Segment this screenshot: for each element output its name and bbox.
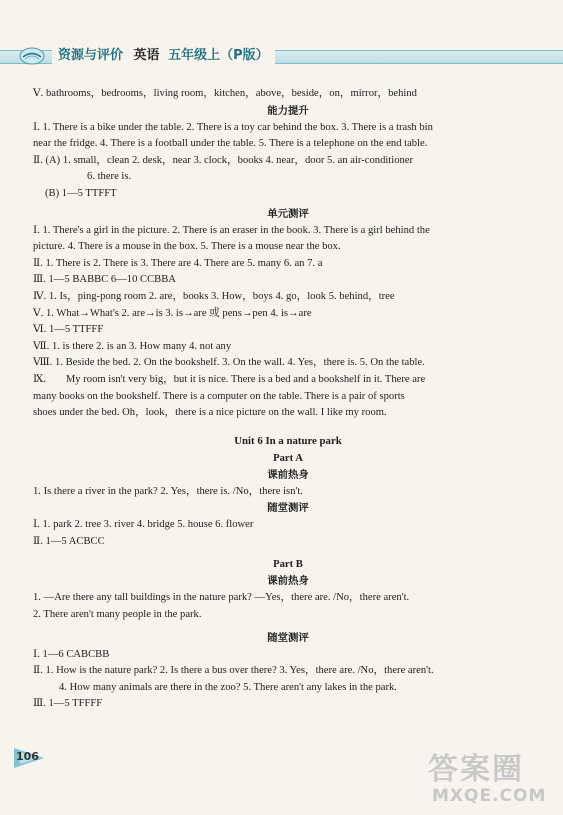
section-heading: 能力提升	[267, 104, 309, 117]
answer-line: Ⅰ. 1. There's a girl in the picture. 2. There is an eraser in the book. 3. There is a girl behind the	[33, 224, 430, 236]
unit-title: Unit 6 In a nature park	[234, 434, 342, 447]
answer-line: 6. there is.	[87, 171, 132, 183]
answer-line: Ⅱ. 1. How is the nature park? 2. Is there a bus over there? 3. Yes，there are. /No，there aren't.	[33, 665, 434, 677]
section-heading: 随堂测评	[267, 631, 309, 644]
part-title: Part B	[273, 559, 303, 571]
section-heading: 随堂测评	[267, 502, 309, 515]
page-number-badge	[14, 746, 52, 770]
answer-line: Ⅷ. 1. Beside the bed. 2. On the bookshelf. 3. On the wall. 4. Yes，there is. 5. On the table.	[33, 357, 425, 369]
page-number: 106	[16, 750, 39, 763]
answer-line: Ⅲ. 1—5 BABBC 6—10 CCBBA	[33, 274, 176, 286]
book-series-title: 资源与评价	[58, 48, 124, 63]
answer-content	[33, 86, 543, 713]
answer-line: picture. 4. There is a mouse in the box. 5. There is a mouse near the box.	[33, 241, 341, 253]
answer-line: many books on the bookshelf. There is a computer on the table. There is a pair of sports	[33, 390, 405, 402]
answer-line: shoes under the bed. Oh，look，there is a nice picture on the wall. I like my room.	[33, 407, 387, 419]
answer-line: 2. There aren't many people in the park.	[33, 609, 202, 621]
grade-label: 五年级上（P版）	[168, 48, 269, 63]
watermark-url: MXQE.COM	[432, 786, 547, 806]
watermark	[428, 744, 558, 810]
header-title	[52, 46, 275, 66]
answer-line: Ⅱ. 1. There is 2. There is 3. There are 4. There are 5. many 6. an 7. a	[33, 257, 323, 269]
answer-line: 1. —Are there any tall buildings in the nature park? —Yes，there are. /No，there aren't.	[33, 592, 410, 604]
answer-line: Ⅱ. (A) 1. small，clean 2. desk，near 3. clock，books 4. near，door 5. an air-conditioner	[33, 154, 414, 166]
answer-line: Ⅰ. 1—6 CABCBB	[33, 648, 110, 660]
section-heading: 课前热身	[267, 468, 309, 481]
watermark-logo-text: 答案圈	[428, 752, 524, 787]
answer-text: My room isn't very big，but it is nice. There is a bed and a bookshelf in it. There are	[65, 373, 426, 385]
answer-line: 4. How many animals are there in the zoo? 5. There aren't any lakes in the park.	[59, 681, 397, 693]
subject-label: 英语	[133, 48, 160, 63]
answer-line: Ⅲ. 1—5 TFFFF	[33, 698, 103, 710]
answer-line: Ⅵ. 1—5 TTFFF	[33, 324, 104, 336]
answer-line: Ⅰ. 1. There is a bike under the table. 2. There is a toy car behind the box. 3. There is a trash bin	[33, 121, 433, 133]
part-title: Part A	[273, 452, 303, 464]
answer-line: Ⅴ. 1. What→What's 2. are→is 3. is→are 或 pens→pen 4. is→are	[33, 307, 312, 319]
answer-line: Ⅴ. bathrooms，bedrooms，living room，kitchen，above，beside，on，mirror，behind	[33, 88, 417, 99]
answer-line: Ⅱ. 1—5 ACBCC	[33, 535, 105, 547]
question-number: Ⅸ.	[33, 373, 46, 385]
answer-line: Ⅳ. 1. Is，ping-pong room 2. are，books 3. How，boys 4. go，look 5. behind，tree	[33, 290, 395, 302]
answer-line: (B) 1—5 TTFFT	[45, 187, 117, 199]
answer-line: near the fridge. 4. There is a football under the table. 5. There is a telephone on the end table.	[33, 138, 428, 150]
answer-line: Ⅰ. 1. park 2. tree 3. river 4. bridge 5. house 6. flower	[33, 519, 254, 531]
answer-line: 1. Is there a river in the park? 2. Yes，there is. /No，there isn't.	[33, 485, 303, 497]
section-heading: 单元测评	[267, 207, 309, 220]
page-header	[0, 44, 563, 68]
book-logo-icon	[18, 44, 46, 66]
section-heading: 课前热身	[267, 575, 309, 588]
answer-line	[33, 372, 543, 389]
answer-line: Ⅶ. 1. is there 2. is an 3. How many 4. not any	[33, 340, 232, 352]
